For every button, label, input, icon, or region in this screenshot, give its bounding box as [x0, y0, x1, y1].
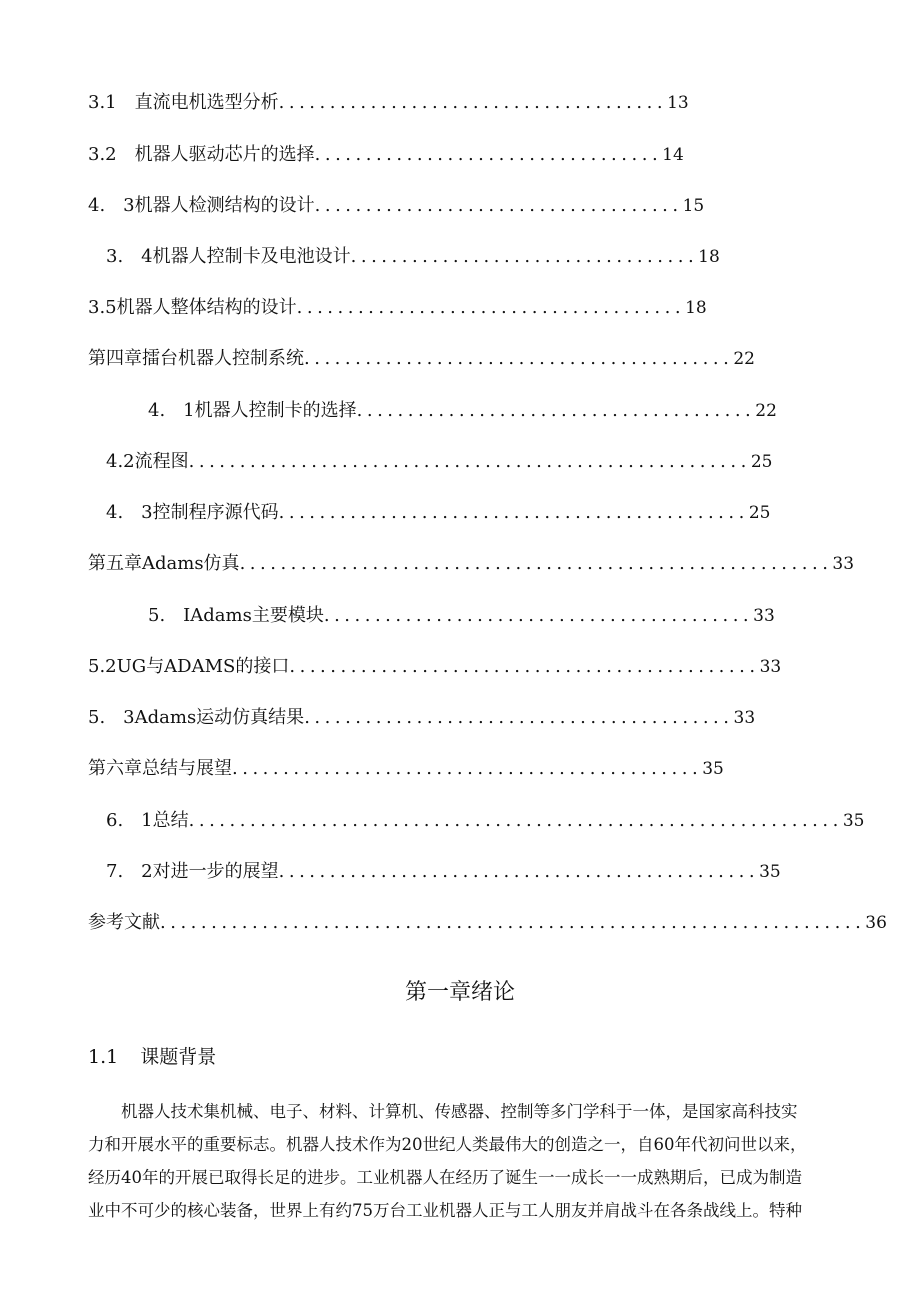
toc-entry[interactable] [88, 754, 724, 784]
toc-entry[interactable] [88, 344, 755, 374]
toc-entry-page: 36 [865, 913, 887, 933]
toc-entry[interactable] [106, 806, 864, 836]
toc-entry[interactable] [88, 652, 781, 682]
toc-entry-label: 参考文献 [88, 912, 160, 933]
toc-entry-page: 33 [753, 606, 775, 626]
toc-entry[interactable] [106, 242, 720, 272]
toc-entry-page: 25 [750, 452, 773, 472]
section-heading [88, 1042, 216, 1069]
toc-entry-leader: .............................................. [289, 656, 760, 677]
toc-entry-page: 14 [662, 145, 684, 165]
toc-entry-page: 35 [702, 759, 724, 779]
paragraph-line: 机器人技术集机械、电子、材料、计算机、传感器、控制等多门学科于一体，是国家高科技实 [121, 1102, 798, 1121]
toc-entry-label: 7. 2对进一步的展望 [106, 861, 279, 882]
toc-entry-label: 4. 3控制程序源代码 [106, 502, 279, 523]
toc-entry-leader: .......................................... [304, 707, 734, 728]
section-number: 1.1 [88, 1046, 119, 1068]
paragraph-line: 经历40年的开展已取得长足的进步。工业机器人在经历了诞生一一成长一一成熟期后，已成为制造 [88, 1168, 802, 1187]
toc-entry-page: 33 [759, 657, 782, 677]
paragraph-line: 力和开展水平的重要标志。机器人技术作为20世纪人类最伟大的创造之一，自60年代初问世以来， [88, 1135, 807, 1154]
toc-entry-label: 3.5机器人整体结构的设计 [88, 297, 297, 318]
toc-entry[interactable] [148, 396, 777, 426]
toc-entry-label: 第四章擂台机器人控制系统 [88, 348, 304, 369]
toc-entry-label: 5. IAdams主要模块 [148, 605, 324, 626]
toc-entry-page: 18 [685, 298, 707, 318]
toc-entry[interactable] [88, 293, 707, 323]
toc-entry-page: 33 [733, 708, 756, 728]
toc-entry-leader: ....................................... [356, 400, 756, 421]
toc-entry-page: 15 [682, 196, 705, 216]
toc-entry[interactable] [106, 447, 772, 477]
toc-entry-label: 3. 4机器人控制卡及电池设计 [106, 246, 351, 267]
toc-entry[interactable] [88, 88, 689, 118]
toc-entry-page: 35 [842, 811, 865, 831]
toc-entry-label: 第五章Adams仿真 [88, 553, 240, 574]
toc-entry[interactable] [88, 703, 755, 733]
toc-entry-label: 5. 3Adams运动仿真结果 [88, 707, 305, 728]
toc-entry-leader: .................................. [350, 246, 699, 267]
toc-entry-leader: .................................... [314, 195, 683, 216]
toc-entry-leader: .......................................... [323, 605, 754, 626]
toc-entry[interactable] [106, 498, 770, 528]
toc-entry-label: 4.2流程图 [106, 451, 189, 472]
toc-entry-page: 18 [698, 247, 720, 267]
toc-entry-leader: .................................. [314, 144, 663, 165]
toc-entry-label: 3.2 机器人驱动芯片的选择 [88, 144, 315, 165]
toc-entry-leader: .............................................. [232, 758, 703, 779]
toc-entry-leader: ...................................... [278, 92, 668, 113]
toc-entry-leader: ....................................................... [188, 451, 751, 472]
toc-entry[interactable] [88, 908, 887, 938]
toc-entry[interactable] [88, 191, 704, 221]
toc-entry-leader: ................................................................ [188, 810, 843, 831]
toc-entry-page: 22 [755, 401, 777, 421]
toc-entry-page: 13 [667, 93, 689, 113]
toc-entry-leader: .............................................. [278, 502, 749, 523]
toc-entry-label: 第六章总结与展望 [88, 758, 232, 779]
toc-entry-label: 6. 1总结 [106, 810, 189, 831]
toc-entry-page: 25 [748, 503, 771, 523]
toc-entry-leader: .......................................................... [239, 553, 833, 574]
paragraph-line: 业中不可少的核心装备，世界上有约75万台工业机器人正与工人朋友并肩战斗在各条战线上。特种 [88, 1201, 802, 1220]
toc-entry-leader: .......................................... [304, 348, 734, 369]
toc-entry[interactable] [148, 601, 775, 631]
toc-entry-label: 3.1 直流电机选型分析 [88, 92, 279, 113]
toc-entry[interactable] [106, 857, 781, 887]
toc-entry-page: 33 [832, 554, 855, 574]
toc-entry[interactable] [88, 140, 684, 170]
toc-entry-leader: ...................................... [296, 297, 686, 318]
toc-entry-page: 22 [733, 349, 755, 369]
toc-entry-page: 35 [759, 862, 781, 882]
toc-entry-label: 5.2UG与ADAMS的接口 [88, 656, 290, 677]
section-title: 课题背景 [140, 1046, 217, 1068]
toc-entry-leader: ............................................... [278, 861, 760, 882]
chapter-title: 第一章绪论 [404, 980, 515, 1005]
toc-entry-leader: ..................................................................... [160, 912, 866, 933]
toc-entry-label: 4. 1机器人控制卡的选择 [148, 400, 357, 421]
toc-entry-label: 4. 3机器人检测结构的设计 [88, 195, 315, 216]
toc-entry[interactable] [88, 549, 854, 579]
